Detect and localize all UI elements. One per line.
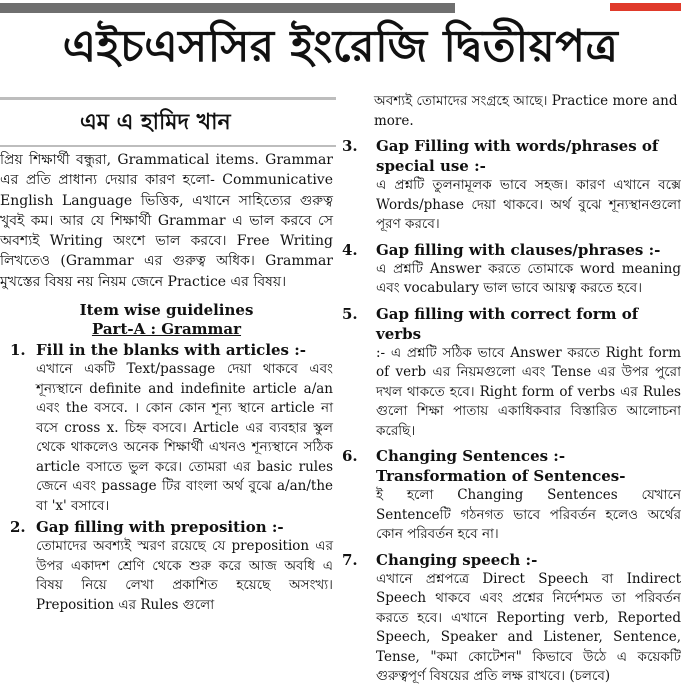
item-changing-speech [340,550,681,687]
item-heading: Changing Sentences :- Transformation of Sentences- [376,447,626,485]
item-number: 6. [342,447,358,465]
item-heading: Changing speech :- [376,550,538,569]
part-a-heading: Part-A : Grammar [91,320,242,339]
item-clauses [340,240,681,299]
item-body: এখানে প্রশ্নপত্রে Direct Speech বা Indirect Speech থাকবে এবং প্রশ্নের নির্দেশমত তা পরিবর্তন করতে হবে। এখানে Reporting verb, Reported Speech, Speaker and Listener, Sentence, Tense, "কমা কোটেশন" কিভাবে উঠে এ কয়েকটি গুরুত্বপূর্ণ বিষয়ের প্রতি লক্ষ রাখবে। (চলবে) [376,570,681,684]
item-heading: Gap Filling with words/phrases of special use :- [376,137,659,175]
right-column [340,92,681,687]
item-body: এ প্রশ্নটি Answer করতে তোমাকে word meaning এবং vocabulary ভাল ভাবে আয়ত্ব করতে হবে। [376,260,681,296]
item-body: ই হলো Changing Sentences যেখানে Sentenceটি গঠনগত ভাবে পরিবর্তন হলেও অর্থের কোন পরিবর্তন হবে না। [376,487,681,542]
item-heading: Gap filling with clauses/phrases :- [376,240,661,259]
headline: এইচএসসির ইংরেজি দ্বিতীয়পত্র [62,21,619,72]
guidelines-title: Item wise guidelines [79,301,254,320]
item-special-use [340,136,681,235]
item-number: 2. [10,518,26,537]
item-heading: Fill in the blanks with articles :- [36,341,306,360]
item-heading: Gap filling with preposition :- [36,518,284,537]
item-body: এ প্রশ্নটি তুলনামূলক ভাবে সহজ। কারণ এখানে বক্সে Words/phase দেয়া থাকবে। অর্থ বুঝে শূন্যস্থানগুলো পূরণ করবে। [376,177,681,232]
item-preposition [0,517,333,615]
rule-bottom [0,145,336,147]
item-body: এখানে একটি Text/passage দেয়া থাকবে এবং শূন্যস্থানে definite and indefinite article a/an এবং the বসবে. । কোন কোন শূন্য স্থানে article না বসে cross x. চিহ্ন বসবে। Article এর ব্যবহার স্কুল থেকে থাকলেও অনেক শিক্ষার্থী এখনও শূন্যস্থানে সঠিক article বসাতে ভুল করে। তোমরা এর basic rules জেনে এবং passage টির বাংলা অর্থ বুঝে a/an/the বা 'x' বসাবে। [36,361,333,514]
top-gray-bar [0,3,455,13]
item-heading: Gap filling with correct form of verbs [376,304,639,343]
item-body: তোমাদের অবশ্যই স্মরণ রয়েছে যে preposition এর উপর একাদশ শ্রেণি থেকে শুরু করে আজ অবধি এ বিষয় নিয়ে লেখা প্রকাশিত হয়েছে অসংখ্য। Preposition এর Rules গুলো [36,538,333,613]
item-number: 5. [342,304,358,323]
top-red-bar [610,3,681,11]
continued-text: অবশ্যই তোমাদের সংগ্রহে আছে। Practice more and more. [374,93,678,129]
byline: এম এ হামিদ খান [80,110,231,135]
rule-top [0,97,336,100]
item-number: 4. [342,240,358,259]
item-verbs [340,304,681,442]
left-column [0,150,333,615]
item-number: 3. [342,137,358,155]
item-articles [0,340,333,516]
item-number: 1. [10,341,26,360]
item-body: :- এ প্রশ্নটি সঠিক ভাবে Answer করতে Right form of verb এর নিয়মগুলো এবং Tense এর উপর পুরো দখল থাকতে হবে। Right form of verbs এর Rules গুলো শিক্ষা পাতায় একাধিকবার বিস্তারিত আলোচনা করেছি। [376,344,681,439]
item-number: 7. [342,550,358,569]
intro-paragraph: প্রিয় শিক্ষার্থী বন্ধুরা, Grammatical items. Grammar এর প্রতি প্রাধান্য দেয়ার কারণ হলো- Communicative English Language ভিত্তিক, এখানে সাহিত্যের গুরুত্ব খুবই কম। আর যে শিক্ষার্থী Grammar এ ভাল করবে সে অবশ্যই Writing অংশে ভাল করবে। Free Writing লিখতেও (Grammar এর গুরুত্ব অধিক। Grammar মুখস্তের বিষয় নয় নিয়ম জেনে Practice এর বিষয়। [0,152,333,290]
item-changing-sentences [340,446,681,545]
